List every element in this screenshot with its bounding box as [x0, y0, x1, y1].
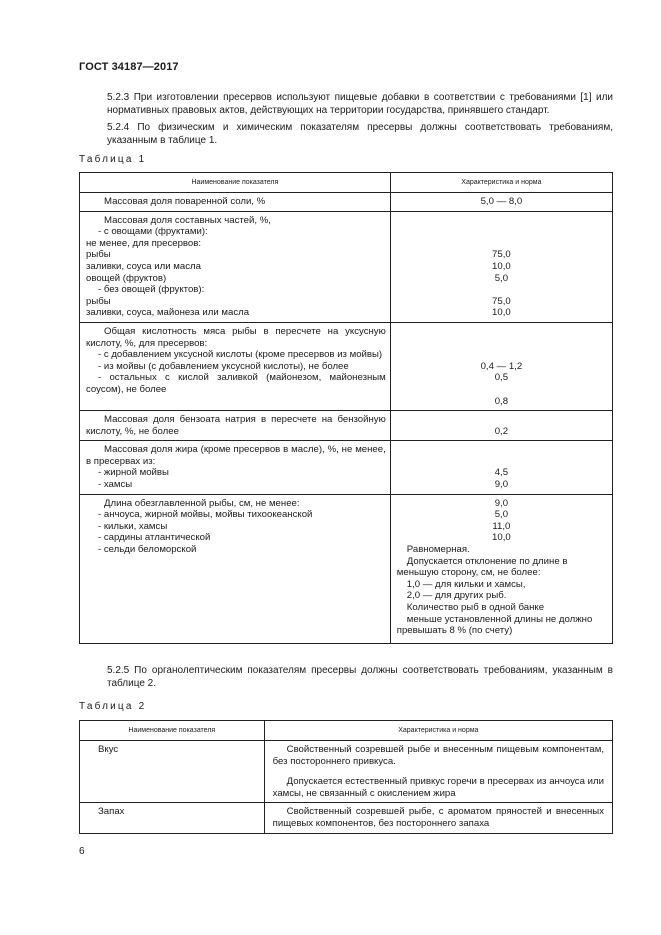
page-number: 6: [79, 846, 85, 857]
paragraph-5-2-3: 5.2.3 При изготовлении пресервов используют пищевые добавки в соответствии с требованиями [1] или нормативных правовых актов, действующих на территории государства, принявшего стандарт.: [107, 92, 613, 116]
table-row: Длина обезглавленной рыбы, см, не менее: - анчоуса, жирной мойвы, мойвы тихоокеанской - кильки, хамсы - сардины атлантической - сельди беломорской 9,0 5,0 11,0 10,0 Равномерная. Допускается отклонение по длине в меньшую сторону, см, не более: 1,0 — для кильки и хамсы, 2,0 — для других рыб. Количество рыб в одной банке меньше установленной длины не должно превышать 8 % (по счету): [80, 494, 613, 643]
table1-caption: Таблица 1: [79, 154, 147, 165]
column-header: Характеристика и норма: [390, 173, 612, 193]
table-row: Запах Свойственный созревшей рыбе, с ароматом пряностей и внесенных пищевых компонентов, без постороннего запаха: [80, 803, 613, 833]
table-row: Массовая доля бензоата натрия в пересчете на бензойную кислоту, %, не более 0,2: [80, 411, 613, 441]
table-row: Массовая доля поваренной соли, % 5,0 — 8,0: [80, 193, 613, 212]
table-row: Массовая доля составных частей, %, - с овощами (фруктами): не менее, для пресервов: рыбы заливки, соуса или масла овощей (фруктов) - без овощей (фруктов): рыбы заливки, соуса, майонеза или масла 75,0 10,0 5,0 75,0 10,0: [80, 211, 613, 322]
table-header-row: [80, 173, 613, 193]
table-1: [79, 172, 613, 644]
paragraph-5-2-4: 5.2.4 По физическим и химическим показателям пресервы должны соответствовать требованиям, указанным в таблице 1.: [107, 122, 613, 146]
table-2: [79, 720, 613, 834]
table-row: Вкус Свойственный созревшей рыбе и внесенным пищевым компонентам, без постороннего привкуса. Допускается естественный привкус горечи в пресервах из анчоуса или хамсы, не связанный с окислением жира: [80, 741, 613, 803]
column-header: Наименование показателя: [80, 721, 265, 741]
table-header-row: [80, 721, 613, 741]
table-row: Общая кислотность мяса рыбы в пересчете на уксусную кислоту, %, для пресервов: - с добавлением уксусной кислоты (кроме пресервов из мойвы) - из мойвы (с добавлением уксусной кислоты), не более - остальных с кислой заливкой (майонезом, майонезным соусом), не более 0,4 — 1,2 0,5 0,8: [80, 322, 613, 410]
column-header: Наименование показателя: [80, 173, 391, 193]
column-header: Характеристика и норма: [264, 721, 612, 741]
paragraph-5-2-5: 5.2.5 По органолептическим показателям пресервы должны соответствовать требованиям, указанным в таблице 2.: [107, 665, 613, 689]
table-row: Массовая доля жира (кроме пресервов в масле), %, не менее, в пресервах из: - жирной мойвы - хамсы 4,5 9,0: [80, 441, 613, 494]
standard-header: ГОСТ 34187—2017: [79, 61, 179, 73]
table2-caption: Таблица 2: [79, 701, 147, 712]
